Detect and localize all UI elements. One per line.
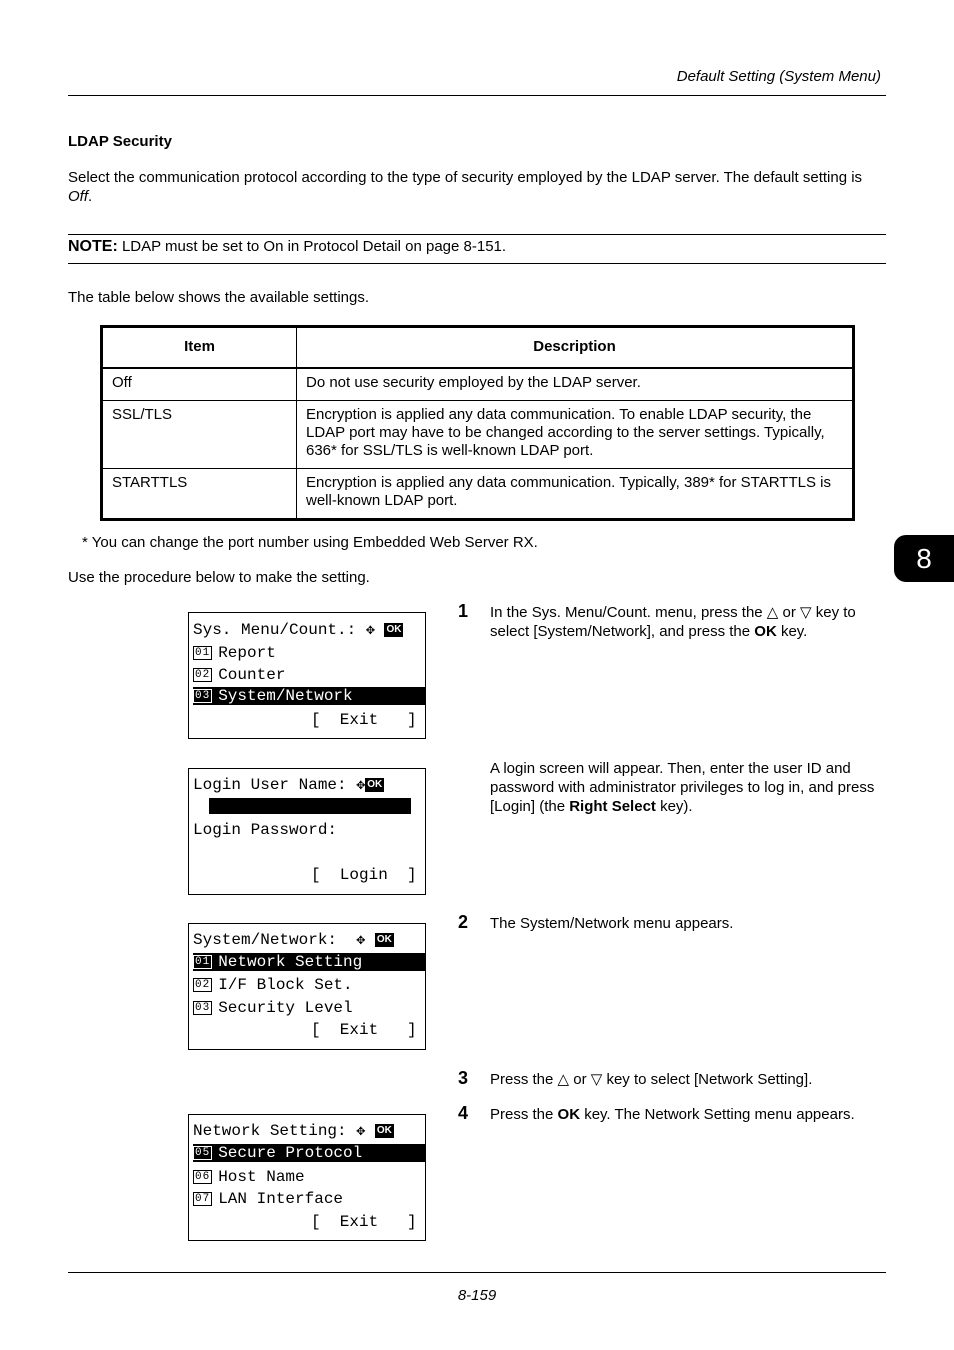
row-description: Encryption is applied any data communication. To enable LDAP security, the LDAP port may have to be changed according to the server settings. Typically, 636* for SSL/TLS is well-known LDAP port.: [297, 401, 854, 469]
softkey-exit: [ Exit ]: [311, 711, 417, 729]
softkey-login: [ Login ]: [311, 866, 417, 884]
step-number: 3: [458, 1068, 469, 1088]
row-item: Off: [102, 368, 297, 401]
header-description: Description: [297, 327, 854, 369]
menu-item-selected: [193, 1144, 425, 1162]
step-text-b: key).: [655, 798, 693, 815]
item-label: I/F Block Set.: [218, 976, 353, 994]
note: [68, 237, 888, 256]
step-text: [490, 603, 890, 641]
table-intro: The table below shows the available settings.: [68, 289, 370, 306]
menu-item: [193, 643, 425, 663]
section-intro: [68, 168, 888, 206]
intro-end: .: [88, 188, 93, 205]
ok-icon: OK: [367, 779, 383, 790]
step-text-a: Press the: [490, 1106, 558, 1123]
footnote: * You can change the port number using Embedded Web Server RX.: [82, 534, 538, 551]
item-number: 03: [195, 690, 211, 702]
row-item: STARTTLS: [102, 469, 297, 520]
step-text-b: key. The Network Setting menu appears.: [580, 1106, 855, 1123]
item-number: 06: [195, 1171, 211, 1183]
footer-rule: [68, 1272, 886, 1273]
step-text: [490, 759, 890, 816]
lcd-title-text: System/Network:: [193, 931, 338, 949]
lcd-sys-menu: [188, 612, 426, 739]
step-text-b: key.: [776, 623, 808, 640]
lcd-title: [193, 1121, 425, 1141]
softkey-exit: [ Exit ]: [311, 1021, 417, 1039]
step-text-a: In the Sys. Menu/Count. menu, press the △ or ▽ key to select [System/Network], and press the: [490, 604, 856, 640]
four-way-arrow-icon: ✥: [356, 1123, 366, 1140]
note-text: LDAP must be set to On in Protocol Detail on page 8-151.: [117, 238, 507, 255]
step-text-a: A login screen will appear. Then, enter the user ID and password with administrator privileges to log in, and press [Login] (the: [490, 760, 875, 815]
step-key: Right Select: [569, 798, 656, 815]
ok-icon: OK: [376, 1125, 392, 1136]
item-label: System/Network: [218, 687, 353, 705]
lcd-system-network: [188, 923, 426, 1050]
header-rule: [68, 95, 886, 96]
step-number: 1: [458, 601, 469, 621]
note-label: NOTE:: [68, 238, 118, 255]
step-text: [490, 1105, 890, 1124]
item-number: 02: [195, 979, 211, 991]
item-number: 01: [195, 956, 211, 968]
step-number: 2: [458, 912, 469, 932]
menu-item-selected: [193, 953, 425, 971]
lcd-title: [193, 775, 425, 795]
item-number: 05: [195, 1147, 211, 1159]
intro-default: Off: [68, 188, 89, 205]
menu-item: [193, 1189, 425, 1209]
lcd-title: [193, 930, 425, 950]
step-number: 4: [458, 1103, 469, 1123]
step-key: OK: [754, 623, 777, 640]
item-number: 02: [195, 669, 211, 681]
step-key: OK: [557, 1106, 581, 1123]
row-item: SSL/TLS: [102, 401, 297, 469]
item-label: LAN Interface: [218, 1190, 344, 1208]
note-rule-top: [68, 234, 886, 235]
table-row: [102, 401, 854, 469]
header-item: Item: [102, 327, 297, 369]
item-number: 03: [195, 1002, 211, 1014]
table-header-row: [102, 327, 854, 369]
ok-icon: OK: [376, 934, 392, 945]
menu-item-selected: [193, 687, 425, 705]
ok-icon: OK: [386, 624, 402, 635]
table-row: [102, 469, 854, 520]
user-name-field: [209, 798, 411, 814]
item-number: 01: [195, 647, 211, 659]
table-row: [102, 368, 854, 401]
four-way-arrow-icon: ✥: [356, 932, 366, 949]
lcd-title-text: Network Setting:: [193, 1122, 347, 1140]
step-text: Press the △ or ▽ key to select [Network Setting].: [490, 1071, 813, 1088]
menu-item: [193, 975, 425, 995]
item-label: Security Level: [218, 999, 353, 1017]
lcd-login: [188, 768, 426, 895]
menu-item: [193, 998, 425, 1018]
item-label: Secure Protocol: [218, 1144, 363, 1162]
item-label: Host Name: [218, 1168, 305, 1186]
settings-table: [100, 325, 855, 521]
step-text: The System/Network menu appears.: [490, 915, 734, 932]
lcd-title-text: Sys. Menu/Count.:: [193, 621, 357, 639]
section-heading: LDAP Security: [68, 133, 172, 150]
chapter-tab: 8: [894, 535, 954, 582]
lcd-network-setting: [188, 1114, 426, 1241]
item-number: 07: [195, 1193, 211, 1205]
item-label: Report: [218, 644, 276, 662]
row-description: Do not use security employed by the LDAP server.: [297, 368, 854, 401]
item-label: Network Setting: [218, 953, 363, 971]
item-label: Counter: [218, 666, 286, 684]
four-way-arrow-icon: ✥: [365, 622, 375, 639]
page-number: 8-159: [457, 1287, 497, 1304]
lcd-title-text: Login User Name:: [193, 776, 347, 794]
note-rule-bottom: [68, 263, 886, 264]
menu-item: [193, 665, 425, 685]
password-label: Login Password:: [193, 821, 338, 839]
intro-text: Select the communication protocol according to the type of security employed by the LDAP server. The default setting is: [68, 169, 863, 186]
row-description: Encryption is applied any data communication. Typically, 389* for STARTTLS is well-known LDAP port.: [297, 469, 854, 520]
procedure-intro: Use the procedure below to make the setting.: [68, 569, 370, 586]
menu-item: [193, 1167, 425, 1187]
running-header: Default Setting (System Menu): [676, 68, 881, 85]
four-way-arrow-icon: ✥: [356, 777, 366, 794]
lcd-title: [193, 620, 425, 640]
softkey-exit: [ Exit ]: [311, 1213, 417, 1231]
